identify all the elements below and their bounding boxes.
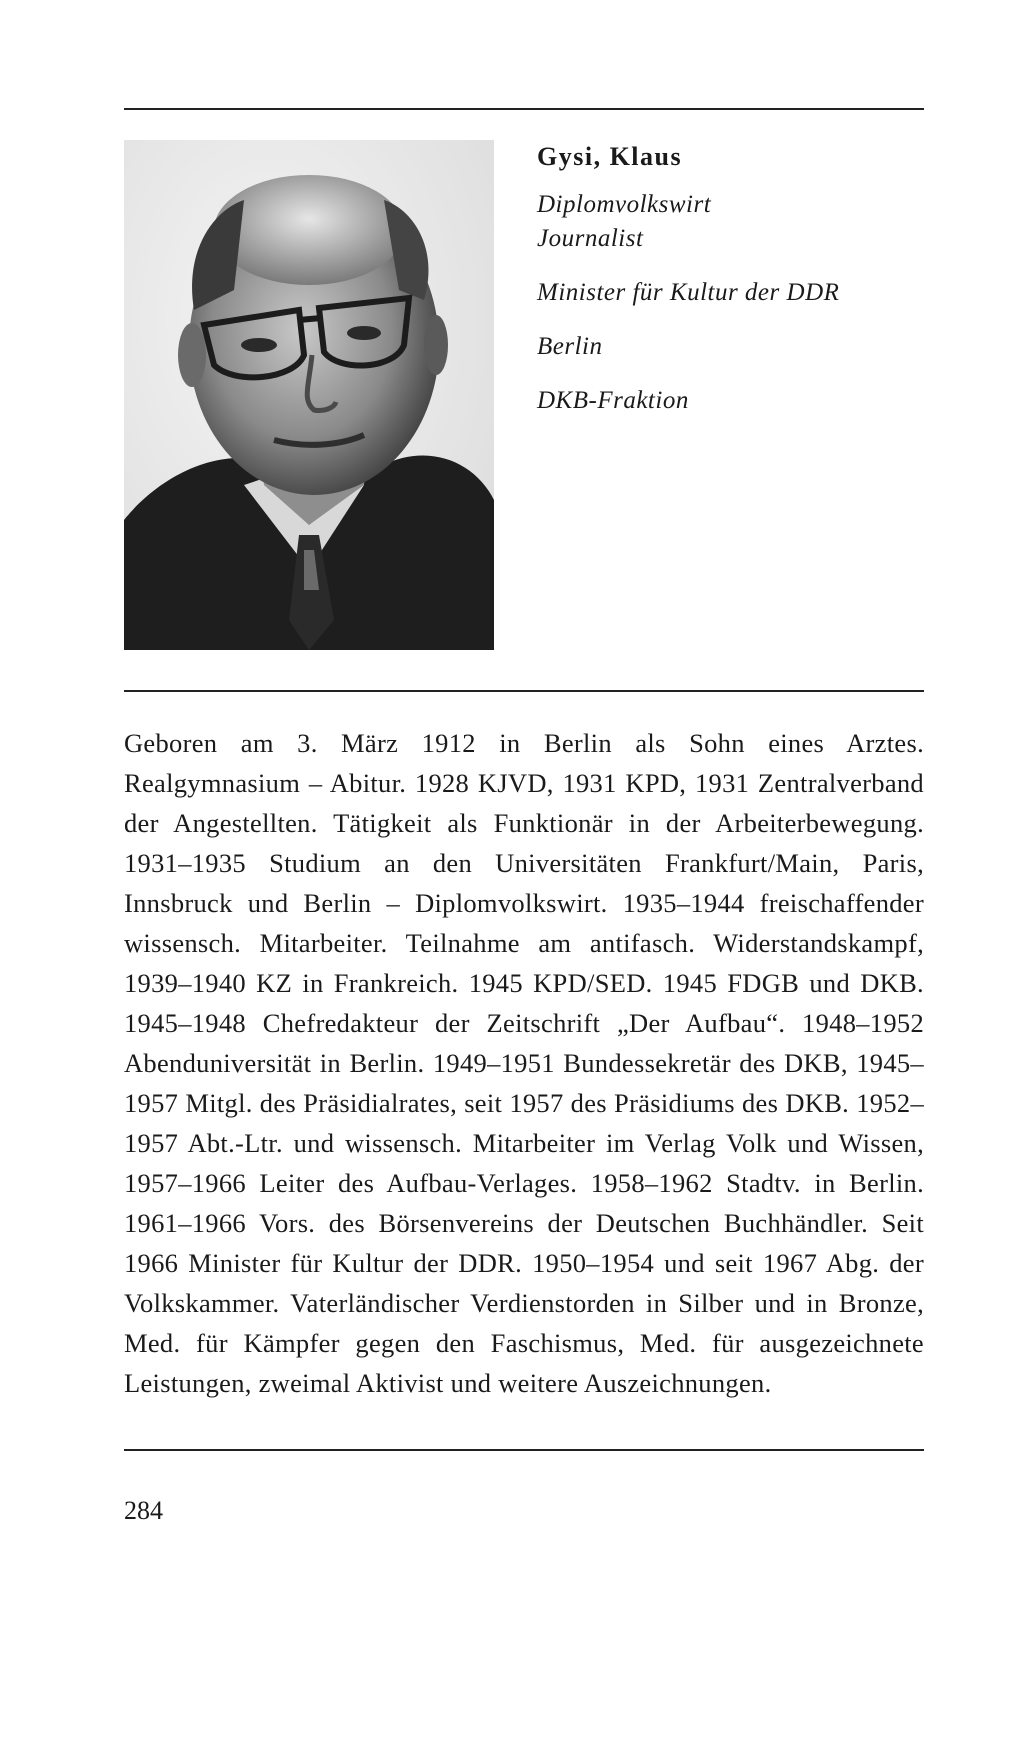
portrait-photo [124, 140, 494, 650]
middle-rule [124, 690, 924, 692]
entry-header [537, 140, 927, 418]
top-rule [124, 108, 924, 110]
biography-text: Geboren am 3. März 1912 in Berlin als Sohn eines Arztes. Realgymnasium – Abitur. 1928 KJVD, 1931 KPD, 1931 Zentralverband der Angestellten. Tätigkeit als Funktionär in der Arbeiterbewegung. 1931–1935 Studium an den Universitäten Frankfurt/Main, Paris, Innsbruck und Berlin – Diplomvolkswirt. 1935–1944 freischaffender wissensch. Mitarbeiter. Teilnahme am antifasch. Widerstandskampf, 1939–1940 KZ in Frankreich. 1945 KPD/SED. 1945 FDGB und DKB. 1945–1948 Chefredakteur der Zeitschrift „Der Aufbau“. 1948–1952 Abenduniversität in Berlin. 1949–1951 Bundessekretär des DKB, 1945–1957 Mitgl. des Präsidialrates, seit 1957 des Präsidiums des DKB. 1952–1957 Abt.-Ltr. und wissensch. Mitarbeiter im Verlag Volk und Wissen, 1957–1966 Leiter des Aufbau-Verlages. 1958–1962 Stadtv. in Berlin. 1961–1966 Vors. des Börsenvereins der Deutschen Buchhändler. Seit 1966 Minister für Kultur der DDR. 1950–1954 und seit 1967 Abg. der Volkskammer. Vaterländischer Verdienstorden in Silber und in Bronze, Med. für Kämpfer gegen den Faschismus, Med. für ausgezeichnete Leistungen, zweimal Aktivist und weitere Auszeichnungen. [124, 728, 924, 1398]
role-profession: Diplomvolkswirt [537, 191, 712, 218]
role-position: Minister für Kultur der DDR [537, 279, 840, 306]
person-name: Gysi, Klaus [537, 142, 683, 171]
role-faction: DKB-Fraktion [537, 387, 689, 414]
role-occupation: Journalist [537, 225, 644, 252]
role-location: Berlin [537, 333, 603, 360]
bottom-rule [124, 1449, 924, 1451]
page-number: 284 [124, 1496, 163, 1525]
